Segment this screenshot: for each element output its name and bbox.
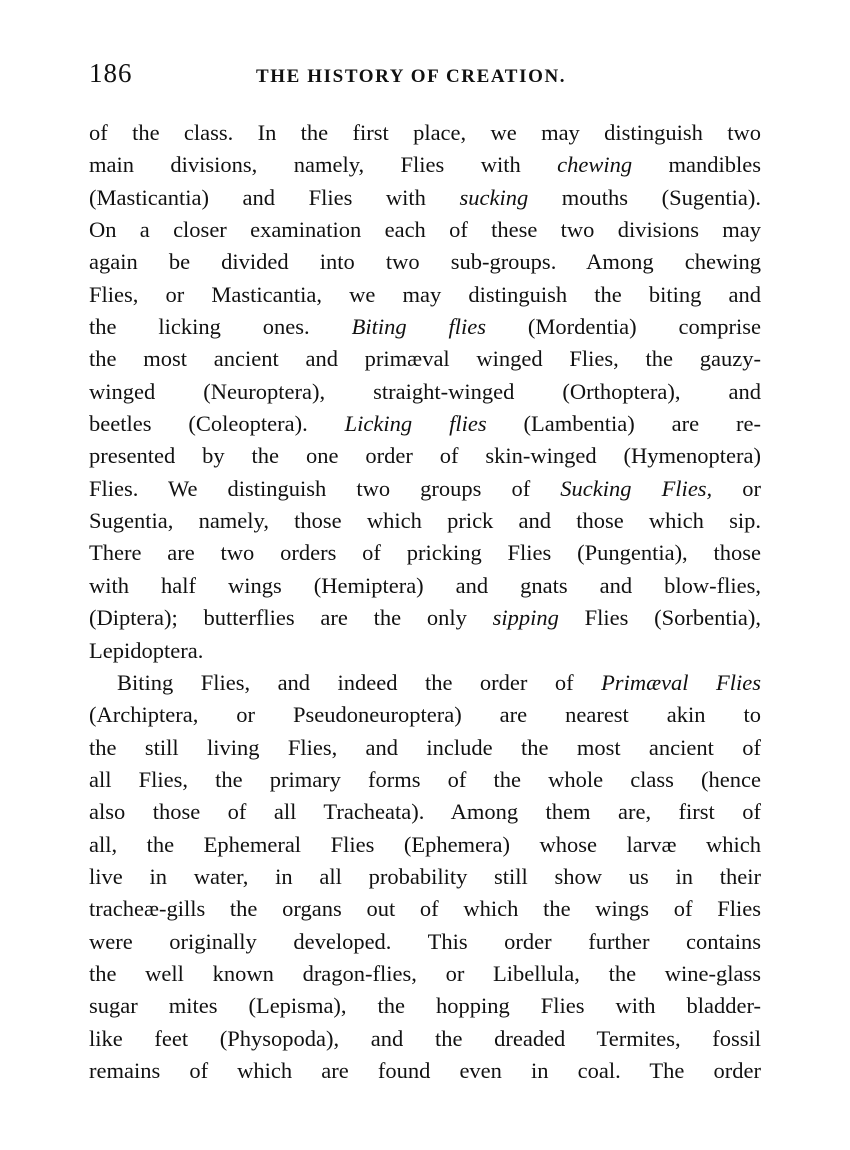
text-run: like feet (Physopoda), and the dreaded Termites, fossil [89,1025,761,1051]
text-line [89,732,761,764]
text-run: with half wings (Hemiptera) and gnats and blow-flies, [89,572,761,598]
text-run: Sugentia, namely, those which prick and those which sip. [89,508,761,534]
text-line [89,408,761,440]
text-line [89,602,761,634]
text-run: (Diptera); butterflies are the only [89,605,493,631]
text-run: the most ancient and primæval winged Flies, the gauzy- [89,346,761,372]
text-line [89,796,761,828]
italic-text: Biting flies [351,314,486,340]
text-line [89,699,761,731]
text-run: or [712,475,761,501]
text-run: all Flies, the primary forms of the whole class (hence [89,766,761,792]
text-line [89,990,761,1022]
text-line [89,570,761,602]
text-run: Flies (Sorbentia), [558,605,761,631]
text-line [89,473,761,505]
text-line [89,214,761,246]
page-number: 186 [89,58,133,88]
text-run: main divisions, namely, Flies with [89,152,558,178]
text-run: winged (Neuroptera), straight-winged (Orthoptera), and [89,378,761,404]
text-line [89,1023,761,1055]
text-line [89,635,761,667]
text-line [89,376,761,408]
running-head: THE HISTORY OF CREATION. [256,66,567,87]
text-run: beetles (Coleoptera). [89,411,345,437]
italic-text: sipping [492,605,559,631]
text-line [89,893,761,925]
text-run: all, the Ephemeral Flies (Ephemera) whose larvæ which [89,831,761,857]
text-line [89,343,761,375]
text-run: also those of all Tracheata). Among them are, first of [89,799,761,825]
text-line [89,440,761,472]
text-line [89,246,761,278]
body-text [89,117,761,1087]
text-run: Biting Flies, and indeed the order of [117,669,602,695]
text-run: On a closer examination each of these two divisions may [89,217,761,243]
text-run: Flies. We distinguish two groups of [89,475,561,501]
text-line [89,829,761,861]
text-line [89,182,761,214]
text-line [89,537,761,569]
text-run: the licking ones. [89,314,352,340]
text-run: (Mordentia) comprise [485,314,761,340]
text-line [89,117,761,149]
italic-text: Licking flies [344,411,487,437]
text-run: mouths (Sugentia). [528,184,761,210]
page-header [89,58,761,94]
text-run: of the class. In the first place, we may distinguish two [89,120,761,145]
text-line [89,1055,761,1087]
text-run: mandibles [632,152,762,178]
text-run: live in water, in all probability still show us in their [89,863,761,889]
text-line [89,279,761,311]
text-run: were originally developed. This order further contains [89,928,761,954]
text-run: sugar mites (Lepisma), the hopping Flies with bladder- [89,993,761,1019]
text-run: (Lambentia) are re- [486,411,761,437]
text-line [89,764,761,796]
text-run: tracheæ-gills the organs out of which the wings of Flies [89,896,761,922]
text-run: (Archiptera, or Pseudoneuroptera) are nearest akin to [89,702,761,728]
text-run: remains of which are found even in coal. The order [89,1057,761,1083]
text-run: presented by the one order of skin-winged (Hymenoptera) [89,443,761,469]
italic-text: sucking [459,184,529,210]
text-run: Flies, or Masticantia, we may distinguish the biting and [89,281,761,307]
text-line [89,505,761,537]
text-line [89,958,761,990]
text-line [89,667,761,699]
text-line [89,861,761,893]
text-run: Lepidoptera. [89,637,204,663]
text-line [89,311,761,343]
italic-text: Sucking Flies, [560,475,713,501]
italic-text: Primæval Flies [601,669,762,695]
text-run: (Masticantia) and Flies with [89,184,460,210]
text-run: again be divided into two sub-groups. Among chewing [89,249,761,275]
text-line [89,149,761,181]
italic-text: chewing [557,152,633,178]
text-run: There are two orders of pricking Flies (Pungentia), those [89,540,761,566]
text-line [89,926,761,958]
text-run: the well known dragon-flies, or Libellula, the wine-glass [89,960,761,986]
text-run: the still living Flies, and include the most ancient of [89,734,761,760]
